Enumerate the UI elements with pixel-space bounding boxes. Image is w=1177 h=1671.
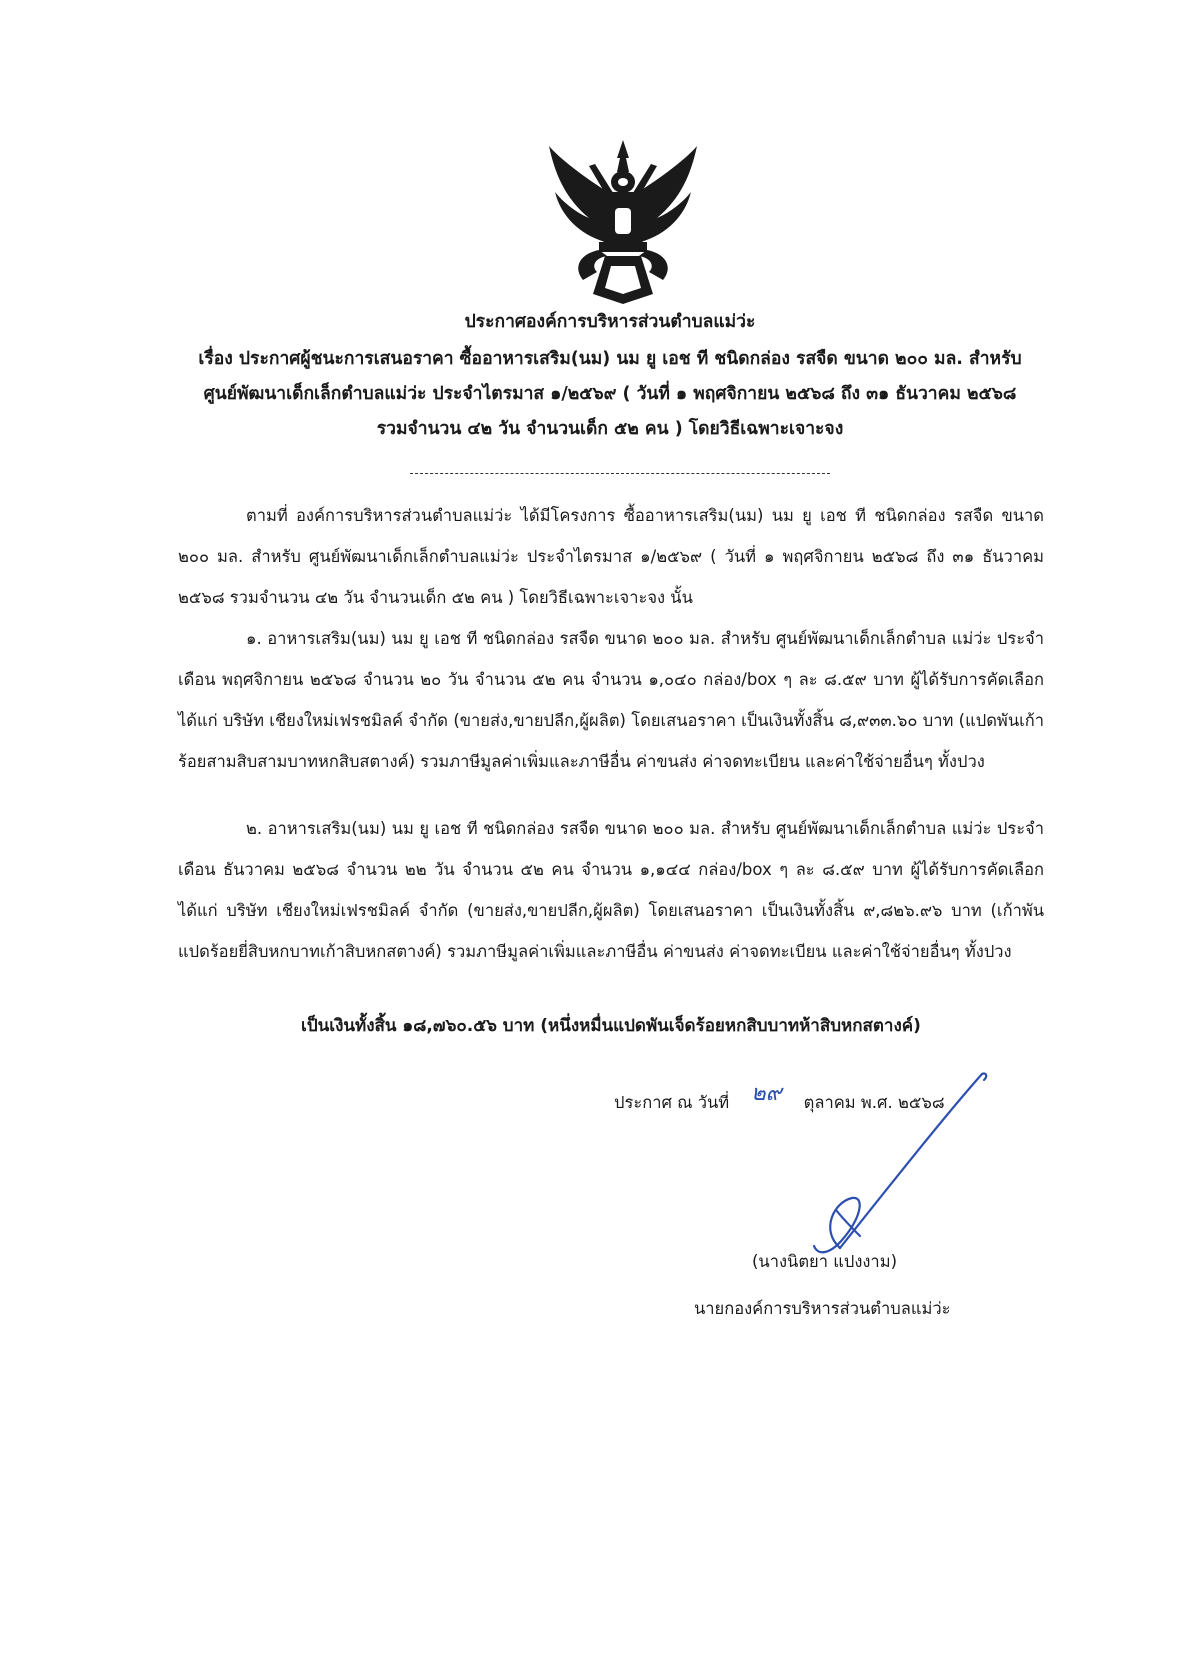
signer-name: (นางนิตยา แปงงาม) [752,1252,898,1271]
handwritten-signature-icon [800,1070,990,1270]
item-2-paragraph: ๒. อาหารเสริม(นม) นม ยู เอช ที ชนิดกล่อง รสจืด ขนาด ๒๐๐ มล. สำหรับ ศูนย์พัฒนาเด็กเล็กตำบล แม่ว่ะ ประจำเดือน ธันวาคม ๒๕๖๘ จำนวน ๒๒ วัน จำนวน ๕๒ คน จำนวน ๑,๑๔๔ กล่อง/box ๆ ละ ๘.๕๙ บาท ผู้ได้รับการคัดเลือก ได้แก่ บริษัท เชียงใหม่เฟรชมิลค์ จำกัด (ขายส่ง,ขายปลีก,ผู้ผลิต) โดยเสนอราคา เป็นเงินทั้งสิ้น ๙,๘๒๖.๙๖ บาท (เก้าพันแปดร้อยยี่สิบหกบาทเก้าสิบหกสตางค์) รวมภาษีมูลค่าเพิ่มและภาษีอื่น ค่าขนส่ง ค่าจดทะเบียน และค่าใช้จ่ายอื่นๆ ทั้งปวง [178,819,1044,961]
date-prefix: ประกาศ ณ วันที่ [614,1093,730,1112]
subject-line: เรื่อง ประกาศผู้ชนะการเสนอราคา ซื้ออาหารเสริม(นม) นม ยู เอช ที ชนิดกล่อง รสจืด ขนาด ๒๐๐ มล. สำหรับ [198,349,1022,369]
item-1-paragraph: ๑. อาหารเสริม(นม) นม ยู เอช ที ชนิดกล่อง รสจืด ขนาด ๒๐๐ มล. สำหรับ ศูนย์พัฒนาเด็กเล็กตำบล แม่ว่ะ ประจำเดือน พฤศจิกายน ๒๕๖๘ จำนวน ๒๐ วัน จำนวน ๕๒ คน จำนวน ๑,๐๔๐ กล่อง/box ๆ ละ ๘.๕๙ บาท ผู้ได้รับการคัดเลือก ได้แก่ บริษัท เชียงใหม่เฟรชมิลค์ จำกัด (ขายส่ง,ขายปลีก,ผู้ผลิต) โดยเสนอราคา เป็นเงินทั้งสิ้น ๘,๙๓๓.๖๐ บาท (แปดพันเก้าร้อยสามสิบสามบาทหกสิบสตางค์) รวมภาษีมูลค่าเพิ่มและภาษีอื่น ค่าขนส่ง ค่าจดทะเบียน และค่าใช้จ่ายอื่นๆ ทั้งปวง [178,629,1044,771]
date-suffix: ตุลาคม พ.ศ. ๒๕๖๘ [803,1093,945,1112]
garuda-emblem-icon [545,138,701,306]
announcement-title: ประกาศองค์การบริหารส่วนตำบลแม่ว่ะ [464,312,756,332]
grand-total: เป็นเงินทั้งสิ้น ๑๘,๗๖๐.๕๖ บาท (หนึ่งหมื่นแปดพันเจ็ดร้อยหกสิบบาทห้าสิบหกสตางค์) [301,1016,921,1036]
signer-position: นายกองค์การบริหารส่วนตำบลแม่ว่ะ [694,1299,951,1318]
intro-paragraph: ตามที่ องค์การบริหารส่วนตำบลแม่ว่ะ ได้มีโครงการ ซื้ออาหารเสริม(นม) นม ยู เอช ที ชนิดกล่อง รสจืด ขนาด ๒๐๐ มล. สำหรับ ศูนย์พัฒนาเด็กเล็กตำบลแม่ว่ะ ประจำไตรมาส ๑/๒๕๖๙ ( วันที่ ๑ พฤศจิกายน ๒๕๖๘ ถึง ๓๑ ธันวาคม ๒๕๖๘ รวมจำนวน ๔๒ วัน จำนวนเด็ก ๕๒ คน ) โดยวิธีเฉพาะเจาะจง นั้น [178,506,1044,607]
subject-line: รวมจำนวน ๔๒ วัน จำนวนเด็ก ๕๒ คน ) โดยวิธีเฉพาะเจาะจง [376,419,844,439]
announcement-subject [160,342,1060,447]
subject-line: ศูนย์พัฒนาเด็กเล็กตำบลแม่ว่ะ ประจำไตรมาส ๑/๒๕๖๙ ( วันที่ ๑ พฤศจิกายน ๒๕๖๘ ถึง ๓๑ ธันวาคม ๒๕๖๘ [203,384,1017,404]
divider [410,473,830,474]
handwritten-day: ๒๙ [751,1081,782,1106]
